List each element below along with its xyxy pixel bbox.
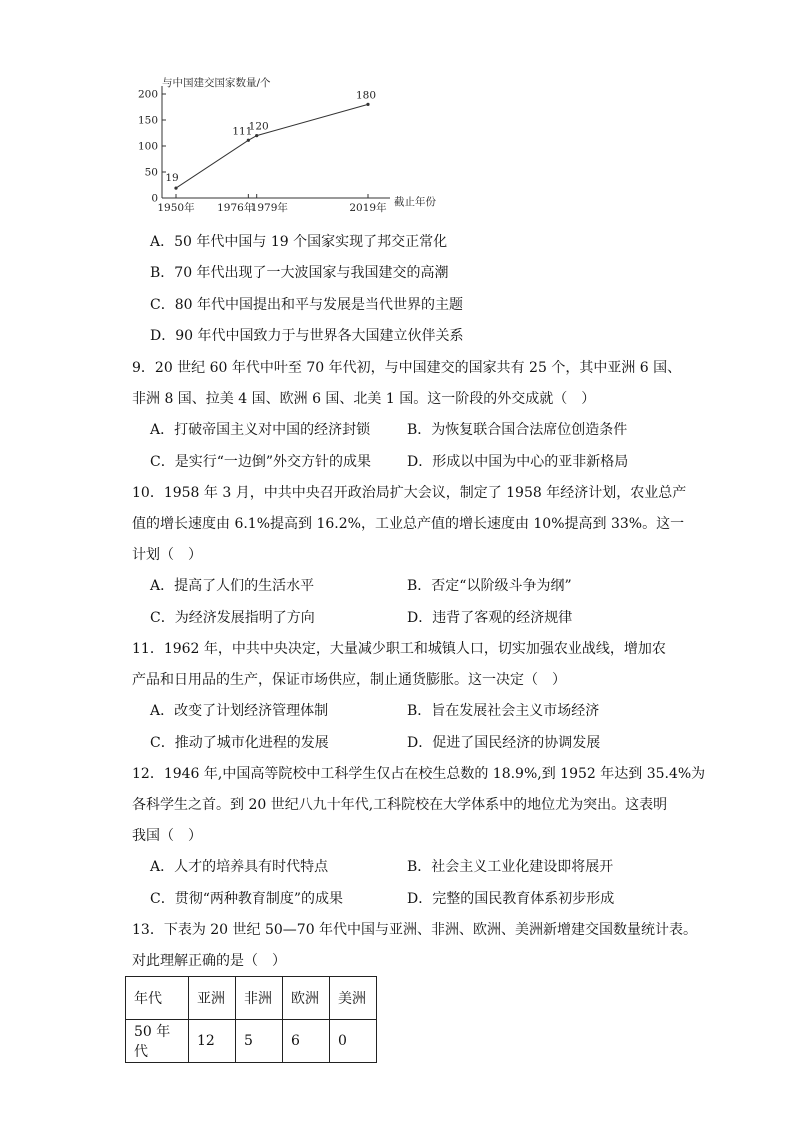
x-tick-label: 1950年 <box>157 202 195 214</box>
data-point <box>366 103 369 106</box>
q13-table <box>125 976 377 1063</box>
q11-option-a: A．改变了计划经济管理体制 <box>150 703 329 719</box>
x-tick-label: 1976年 <box>217 202 255 214</box>
q9-stem-line-2: 非洲 8 国、拉美 4 国、欧洲 6 国、北美 1 国。这一阶段的外交成就（ ） <box>132 391 596 407</box>
data-label: 19 <box>165 172 179 185</box>
q12-option-b: B．社会主义工业化建设即将展开 <box>407 859 614 875</box>
series-line <box>176 104 368 188</box>
q11-stem-line-1: 11．1962 年，中共中央决定，大量减少职工和城镇人口，切实加强农业战线，增加农 <box>132 641 666 657</box>
q11-option-c: C．推动了城市化进程的发展 <box>150 735 329 751</box>
q9-option-d: D．形成以中国为中心的亚非新格局 <box>407 454 629 470</box>
table-header-cell: 年代 <box>126 977 189 1020</box>
table-cell: 6 <box>283 1020 330 1063</box>
q8-option-d: D．90 年代中国致力于与世界各大国建立伙伴关系 <box>150 328 464 344</box>
table-cell: 12 <box>189 1020 236 1063</box>
q12-option-d: D．完整的国民教育体系初步形成 <box>407 891 615 907</box>
diplomatic-relations-chart <box>118 70 458 220</box>
line-chart-svg <box>118 70 458 220</box>
data-label: 180 <box>355 89 377 102</box>
q11-stem-line-2: 产品和日用品的生产，保证市场供应，制止通货膨胀。这一决定（ ） <box>132 672 566 688</box>
table-header-cell: 欧洲 <box>283 977 330 1020</box>
q13-stem-line-1: 13．下表为 20 世纪 50—70 年代中国与亚洲、非洲、欧洲、美洲新增建交国数量统计表。 <box>132 922 698 938</box>
x-tick-label: 2019年 <box>349 202 387 214</box>
q9-option-c: C．是实行“一边倒”外交方针的成果 <box>150 454 372 470</box>
y-tick-label: 50 <box>144 166 158 179</box>
data-point <box>255 134 258 137</box>
table-cell: 50 年代 <box>126 1020 189 1063</box>
data-point <box>247 139 250 142</box>
table-header-cell: 非洲 <box>236 977 283 1020</box>
data-label: 111 <box>232 125 253 138</box>
q8-option-b: B．70 年代出现了一大波国家与我国建交的高潮 <box>150 265 449 281</box>
q11-option-d: D．促进了国民经济的协调发展 <box>407 735 601 751</box>
table-header-cell: 亚洲 <box>189 977 236 1020</box>
table-cell: 0 <box>330 1020 377 1063</box>
q12-stem-line-1: 12．1946 年,中国高等院校中工科学生仅占在校生总数的 18.9%,到 1952 年达到 35.4%为 <box>132 766 706 782</box>
x-axis-label: 截止年份 <box>394 196 436 208</box>
table-header-cell: 美洲 <box>330 977 377 1020</box>
q9-stem-line-1: 9．20 世纪 60 年代中叶至 70 年代初，与中国建交的国家共有 25 个，其中亚洲 6 国、 <box>132 360 682 376</box>
x-tick-label: 1979年 <box>250 202 288 214</box>
q12-stem-line-2: 各科学生之首。到 20 世纪八九十年代,工科院校在大学体系中的地位尤为突出。这表明 <box>132 797 668 813</box>
q8-option-a: A．50 年代中国与 19 个国家实现了邦交正常化 <box>150 234 448 250</box>
q10-option-b: B．否定“以阶级斗争为纲” <box>407 578 572 594</box>
q10-option-d: D．违背了客观的经济规律 <box>407 610 573 626</box>
q13-stem-line-2: 对此理解正确的是（ ） <box>132 953 286 969</box>
q12-option-a: A．人才的培养具有时代特点 <box>150 859 329 875</box>
data-point <box>174 187 177 190</box>
q9-option-b: B．为恢复联合国合法席位创造条件 <box>407 422 628 438</box>
table-header-row <box>126 977 377 1020</box>
q10-stem-line-2: 值的增长速度由 6.1%提高到 16.2%，工业总产值的增长速度由 10%提高到 33%。这一 <box>132 516 685 532</box>
q8-option-c: C．80 年代中国提出和平与发展是当代世界的主题 <box>150 297 463 313</box>
q10-stem-line-1: 10．1958 年 3 月，中共中央召开政治局扩大会议，制定了 1958 年经济计划，农业总产 <box>132 485 687 501</box>
y-tick-label: 150 <box>137 114 158 127</box>
q11-option-b: B．旨在发展社会主义市场经济 <box>407 703 600 719</box>
q12-option-c: C．贯彻“两种教育制度”的成果 <box>150 891 344 907</box>
q9-option-a: A．打破帝国主义对中国的经济封锁 <box>150 422 371 438</box>
q12-stem-line-3: 我国（ ） <box>132 828 202 844</box>
data-label: 120 <box>248 120 269 133</box>
y-tick-label: 200 <box>137 88 158 101</box>
y-tick-label: 0 <box>151 192 158 205</box>
y-tick-label: 100 <box>137 140 158 153</box>
table-row <box>126 1020 377 1063</box>
q10-option-c: C．为经济发展指明了方向 <box>150 610 315 626</box>
y-axis-label: 与中国建交国家数量/个 <box>162 77 271 89</box>
q10-stem-line-3: 计划（ ） <box>132 547 202 563</box>
q10-option-a: A．提高了人们的生活水平 <box>150 578 315 594</box>
table-cell: 5 <box>236 1020 283 1063</box>
